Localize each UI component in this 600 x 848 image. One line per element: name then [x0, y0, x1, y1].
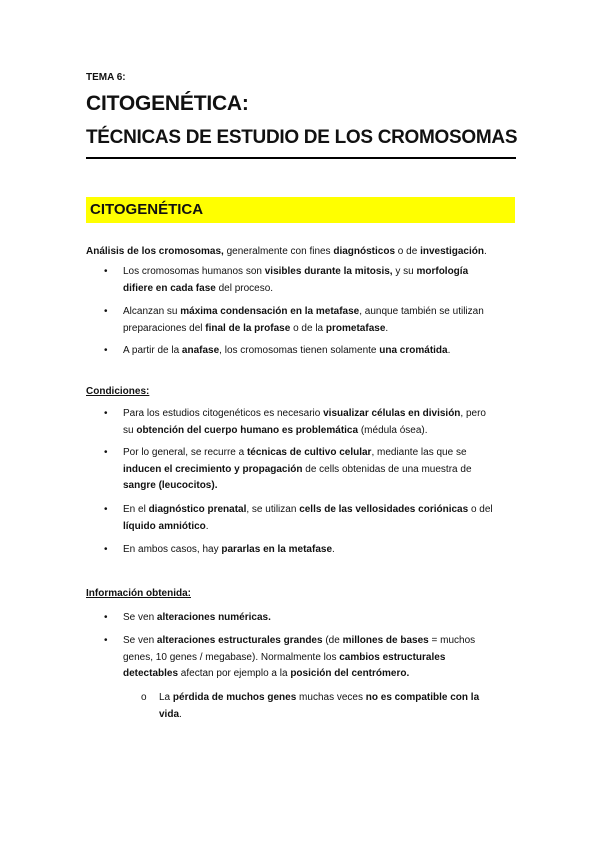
bullet-icon: •	[104, 345, 108, 356]
list-item	[123, 264, 515, 297]
line: Alcanzan su máxima condensación en la metafase, aunque también se utilizan	[123, 306, 484, 317]
line: líquido amniótico.	[123, 520, 209, 532]
page-title: CITOGENÉTICA:	[86, 92, 249, 115]
line: su obtención del cuerpo humano es problemática (médula ósea).	[123, 424, 428, 436]
line: sangre (leucocitos).	[123, 480, 218, 491]
list-item	[123, 445, 515, 495]
bullet-icon: •	[104, 447, 108, 458]
bullet-icon: •	[104, 266, 108, 277]
topic-label: TEMA 6:	[86, 72, 126, 83]
bullet-icon: •	[104, 544, 108, 555]
bullet-icon: •	[104, 612, 108, 623]
list-item	[123, 610, 515, 627]
line: En el diagnóstico prenatal, se utilizan cells de las vellosidades coriónicas o del	[123, 504, 493, 515]
intro-text: generalmente con fines	[223, 246, 334, 257]
sub-bullet-icon: o	[141, 692, 147, 703]
bullet-icon: •	[104, 504, 108, 515]
page-subtitle: TÉCNICAS DE ESTUDIO DE LOS CROMOSOMAS	[86, 127, 518, 148]
line: detectables afectan por ejemplo a la posición del centrómero.	[123, 668, 410, 679]
line: En ambos casos, hay pararlas en la metafase.	[123, 544, 335, 555]
sub-list-item	[159, 690, 515, 723]
intro-paragraph	[86, 244, 487, 260]
intro-bold: Análisis de los cromosomas,	[86, 246, 224, 257]
line: genes, 10 genes / megabase). Normalmente los cambios estructurales	[123, 651, 446, 663]
line: vida.	[159, 708, 182, 720]
title-divider	[86, 157, 516, 159]
informacion-heading: Información obtenida:	[86, 588, 191, 599]
list-item	[123, 502, 515, 535]
condiciones-heading: Condiciones:	[86, 386, 150, 397]
list-item	[123, 304, 515, 337]
intro-text: o de	[395, 246, 421, 257]
intro-text: .	[483, 246, 487, 257]
line: preparaciones del final de la profase o de la prometafase.	[123, 322, 389, 334]
line: A partir de la anafase, los cromosomas tienen solamente una cromátida.	[123, 345, 451, 356]
line: difiere en cada fase del proceso.	[123, 282, 274, 294]
section-heading: CITOGENÉTICA	[90, 201, 204, 218]
intro-bold: diagnósticos	[333, 246, 396, 257]
intro-bold: investigación	[420, 246, 484, 257]
bullet-icon: •	[104, 408, 108, 419]
line: Para los estudios citogenéticos es necesario visualizar células en división, pero	[123, 408, 486, 419]
list-item	[123, 406, 515, 439]
line: La pérdida de muchos genes muchas veces no es compatible con la	[159, 692, 480, 703]
list-item	[123, 633, 515, 683]
line: Se ven alteraciones numéricas.	[123, 612, 271, 623]
bullet-icon: •	[104, 306, 108, 317]
line: Los cromosomas humanos son visibles durante la mitosis, y su morfología	[123, 266, 469, 277]
bullet-icon: •	[104, 635, 108, 646]
list-item	[123, 542, 515, 559]
line: inducen el crecimiento y propagación de cells obtenidas de una muestra de	[123, 463, 472, 475]
line: Se ven alteraciones estructurales grandes (de millones de bases = muchos	[123, 635, 476, 646]
line: Por lo general, se recurre a técnicas de cultivo celular, mediante las que se	[123, 447, 467, 458]
list-item	[123, 343, 515, 360]
